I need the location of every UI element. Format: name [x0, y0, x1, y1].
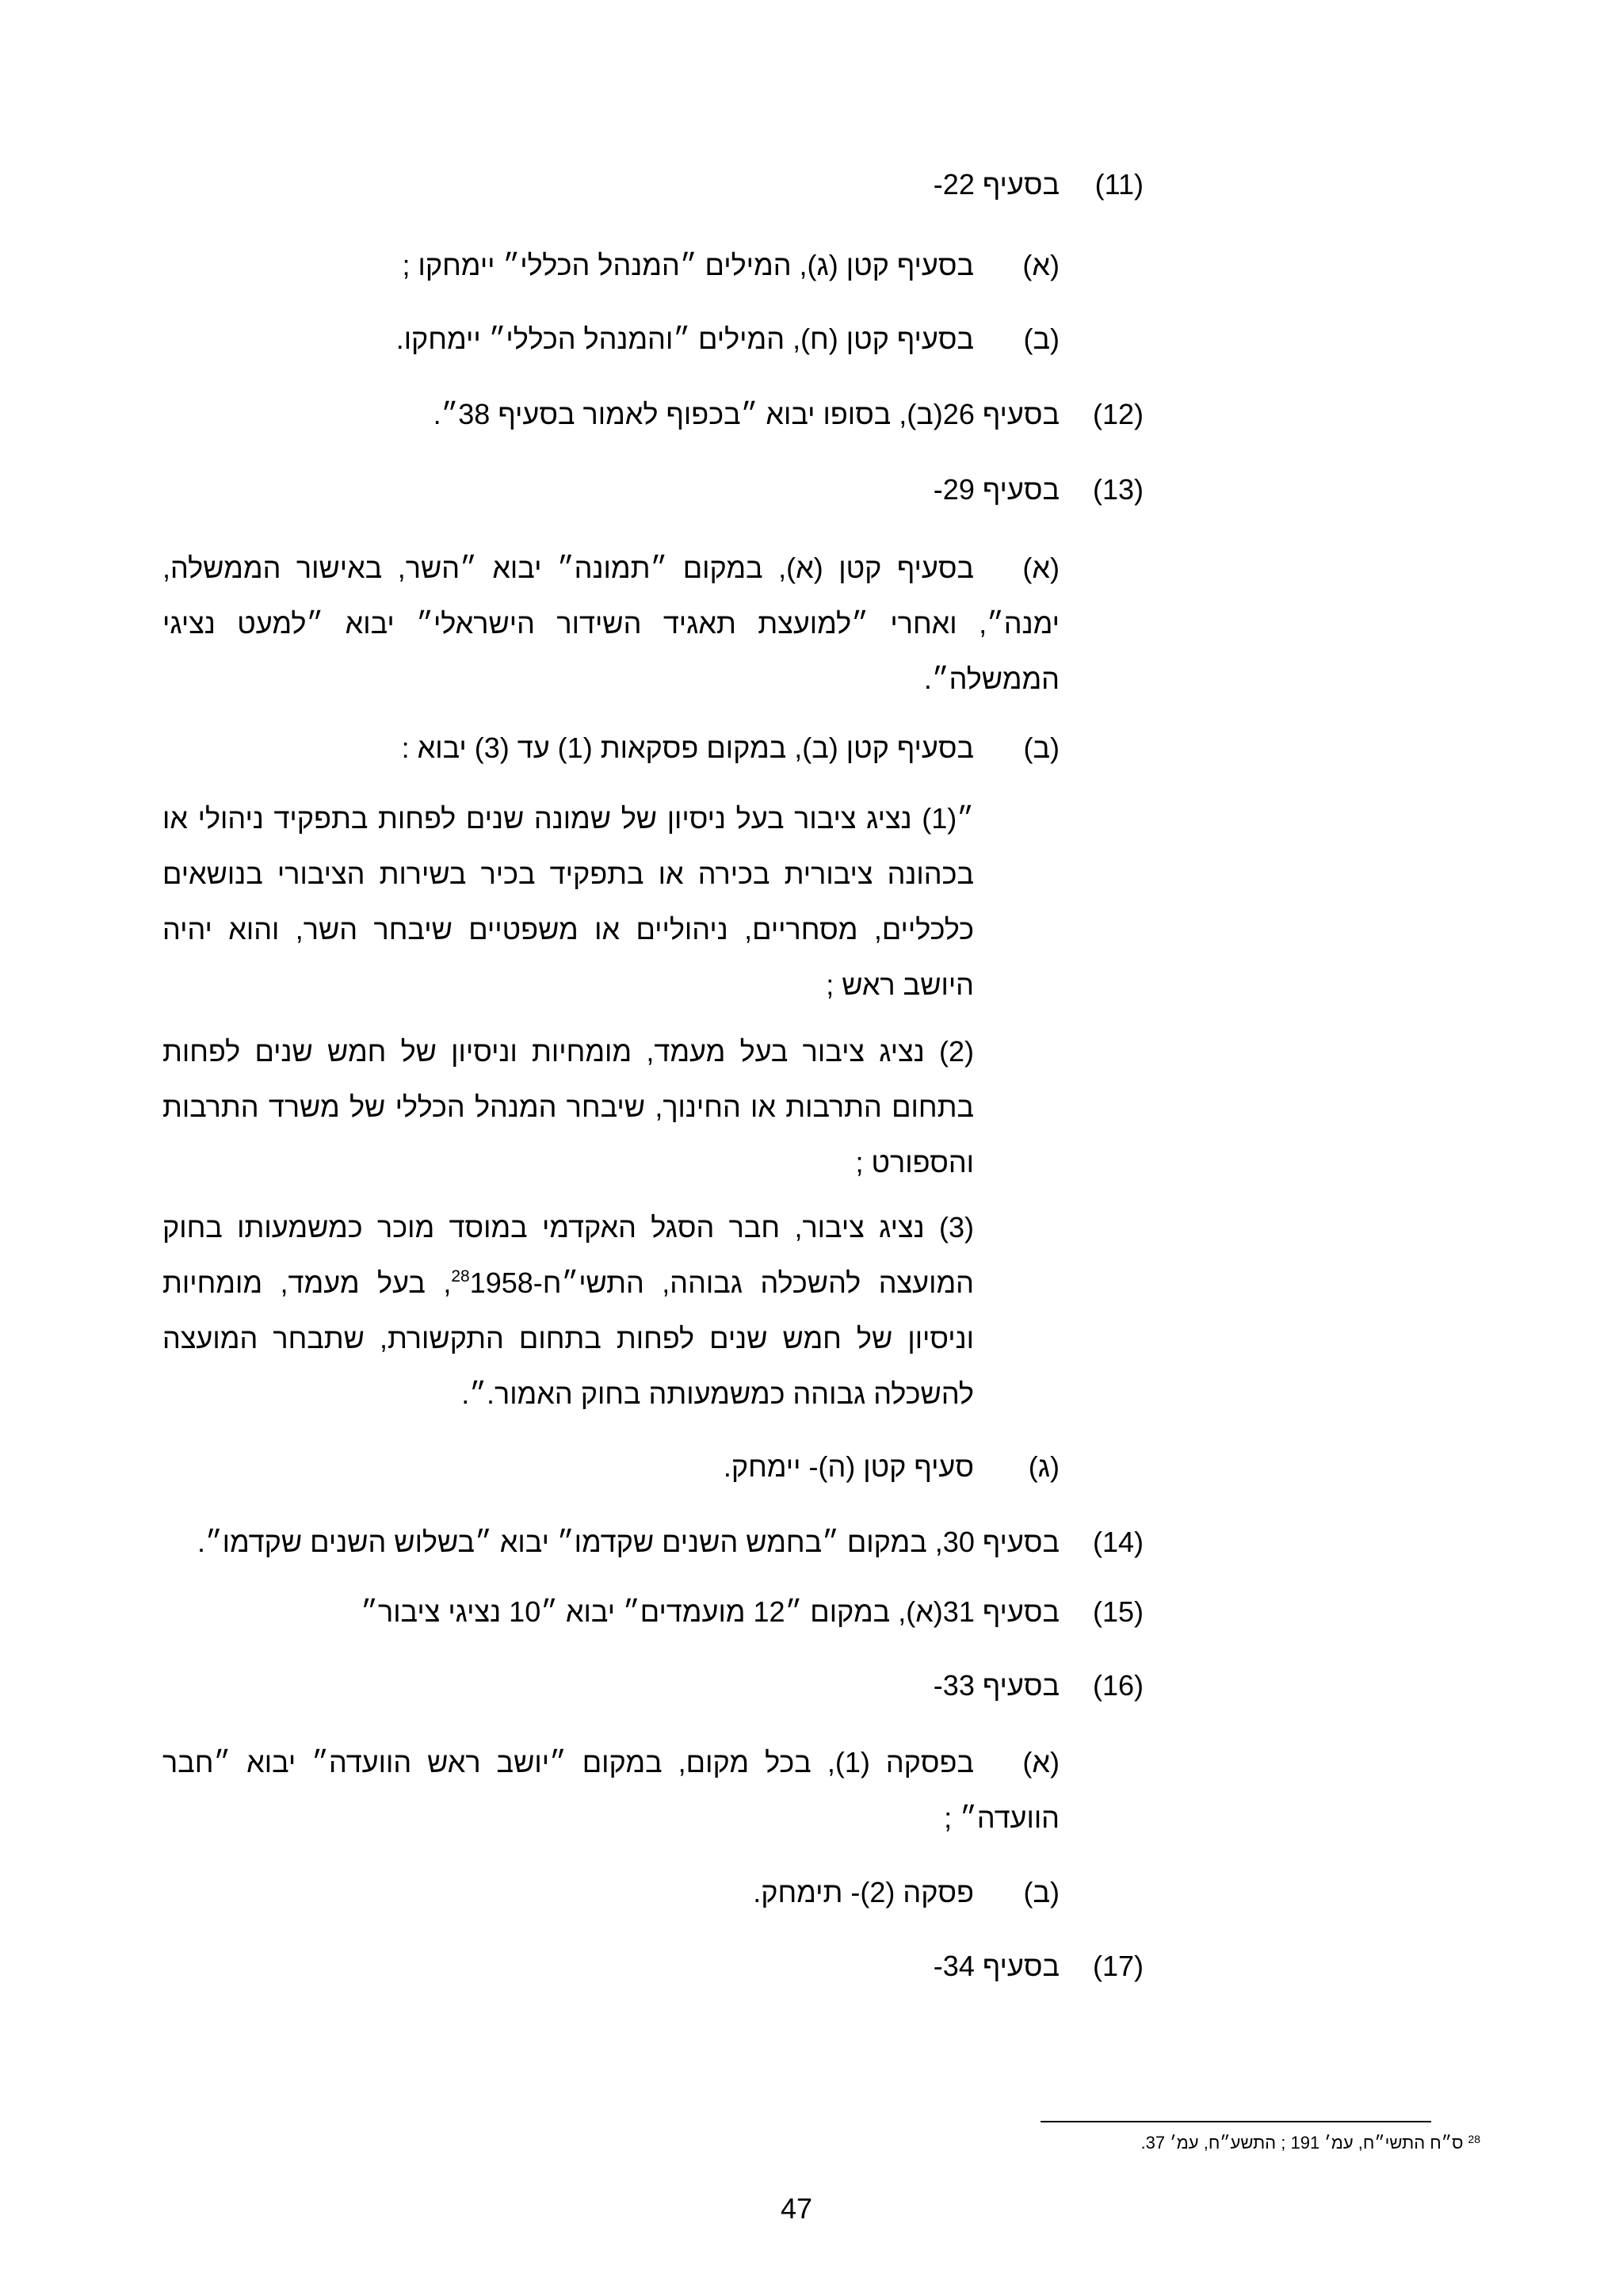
footnote	[1140, 2131, 1480, 2155]
quoted-paragraph-2	[162, 1024, 974, 1190]
quoted-text: (2) נציג ציבור בעל מעמד, מומחיות וניסיון של חמש שנים לפחות בתחום התרבות או החינוך, שיבחר המנהל הכללי של משרד התרבות והספורט ;	[162, 1035, 974, 1179]
clause-11	[162, 157, 1144, 212]
subclause-text: סעיף קטן (ה)- יימחק.	[723, 1450, 974, 1483]
quoted-paragraph-3	[162, 1200, 974, 1422]
clause-17	[162, 1939, 1144, 1994]
subclause-letter: (א)	[1022, 1746, 1060, 1778]
clause-text: בסעיף 34-	[933, 1950, 1060, 1982]
subclause-text: בסעיף קטן (ב), במקום פסקאות (1) עד (3) יבוא :	[401, 732, 974, 764]
clause-11-b	[162, 311, 1060, 367]
subclause-letter: (ב)	[1023, 1876, 1060, 1908]
clause-text: בסעיף 22-	[933, 168, 1060, 201]
footnote-reference: 28	[451, 1267, 470, 1286]
clause-16	[162, 1658, 1144, 1713]
subclause-letter: (ג)	[1028, 1450, 1060, 1483]
clause-number: (16)	[1092, 1669, 1144, 1702]
clause-number: (11)	[1094, 168, 1144, 201]
clause-number: (14)	[1092, 1526, 1144, 1558]
clause-text: בסעיף 29-	[933, 473, 1060, 506]
clause-text: בסעיף 31(א), במקום ״12 מועמדים״ יבוא ״10 נציגי ציבור״	[361, 1595, 1060, 1628]
clause-number: (12)	[1092, 398, 1144, 430]
subclause-letter: (ב)	[1023, 732, 1060, 764]
footnote-number: 28	[1468, 2133, 1480, 2145]
quoted-paragraph-1	[162, 791, 974, 1013]
subclause-text: בפסקה (1), בכל מקום, במקום ״יושב ראש הוועדה״ יבוא ״חבר הוועדה״ ;	[162, 1746, 1060, 1834]
clause-13-c	[162, 1439, 1060, 1495]
clause-13	[162, 462, 1144, 518]
clause-number: (15)	[1092, 1595, 1144, 1628]
clause-11-a	[162, 238, 1060, 293]
page-number: 47	[780, 2192, 813, 2225]
subclause-letter: (א)	[1022, 552, 1060, 584]
clause-text: בסעיף 30, במקום ״בחמש השנים שקדמו״ יבוא ״בשלוש השנים שקדמו״.	[197, 1526, 1060, 1558]
clause-text: בסעיף 33-	[933, 1669, 1060, 1702]
quoted-text-after-reference: , בעל מעמד, מומחיות וניסיון של חמש שנים לפחות בתחום התקשורת, שתבחר המועצה להשכלה גבוהה כמשמעותה בחוק האמור.״.	[162, 1266, 974, 1410]
subclause-text: פסקה (2)- תימחק.	[753, 1876, 974, 1908]
subclause-text: בסעיף קטן (ג), המילים ״המנהל הכללי״ יימחקו ;	[402, 249, 974, 281]
clause-13-b	[162, 720, 1060, 776]
subclause-letter: (א)	[1022, 249, 1060, 281]
clause-number: (17)	[1092, 1950, 1144, 1982]
clause-15	[162, 1584, 1144, 1640]
clause-16-b	[162, 1865, 1060, 1920]
quoted-text: ״(1) נציג ציבור בעל ניסיון של שמונה שנים לפחות בתפקיד ניהולי או בכהונה ציבורית בכירה או בתפקיד בכיר בשירות הציבורי בנושאים כלכליים, מסחריים, ניהוליים או משפטיים שיבחר השר, והוא יהיה היושב ראש ;	[162, 802, 974, 1001]
clause-14	[162, 1515, 1144, 1570]
quoted-text-before-reference: (3) נציג ציבור, חבר הסגל האקדמי במוסד מוכר כמשמעותו בחוק המועצה להשכלה גבוהה, התשי״ח-1958	[162, 1211, 974, 1299]
subclause-text: בסעיף קטן (א), במקום ״תמונה״ יבוא ״השר, באישור הממשלה, ימנה״, ואחרי ״למועצת תאגיד השידור הישראלי״ יבוא ״למעט נציגי הממשלה״.	[162, 552, 1060, 695]
clause-text: בסעיף 26(ב), בסופו יבוא ״בכפוף לאמור בסעיף 38״.	[433, 398, 1060, 430]
footnote-text: ס״ח התשי״ח, עמ׳ 191 ; התשע״ח, עמ׳ 37.	[1140, 2133, 1464, 2153]
clause-13-a	[162, 541, 1060, 707]
clause-16-a	[162, 1735, 1060, 1846]
footnote-separator	[1041, 2121, 1431, 2122]
document-body	[0, 157, 1623, 1994]
clause-number: (13)	[1092, 473, 1144, 506]
clause-12	[162, 387, 1144, 442]
subclause-text: בסעיף קטן (ח), המילים ״והמנהל הכללי״ יימחקו.	[395, 323, 974, 355]
subclause-letter: (ב)	[1023, 323, 1060, 355]
